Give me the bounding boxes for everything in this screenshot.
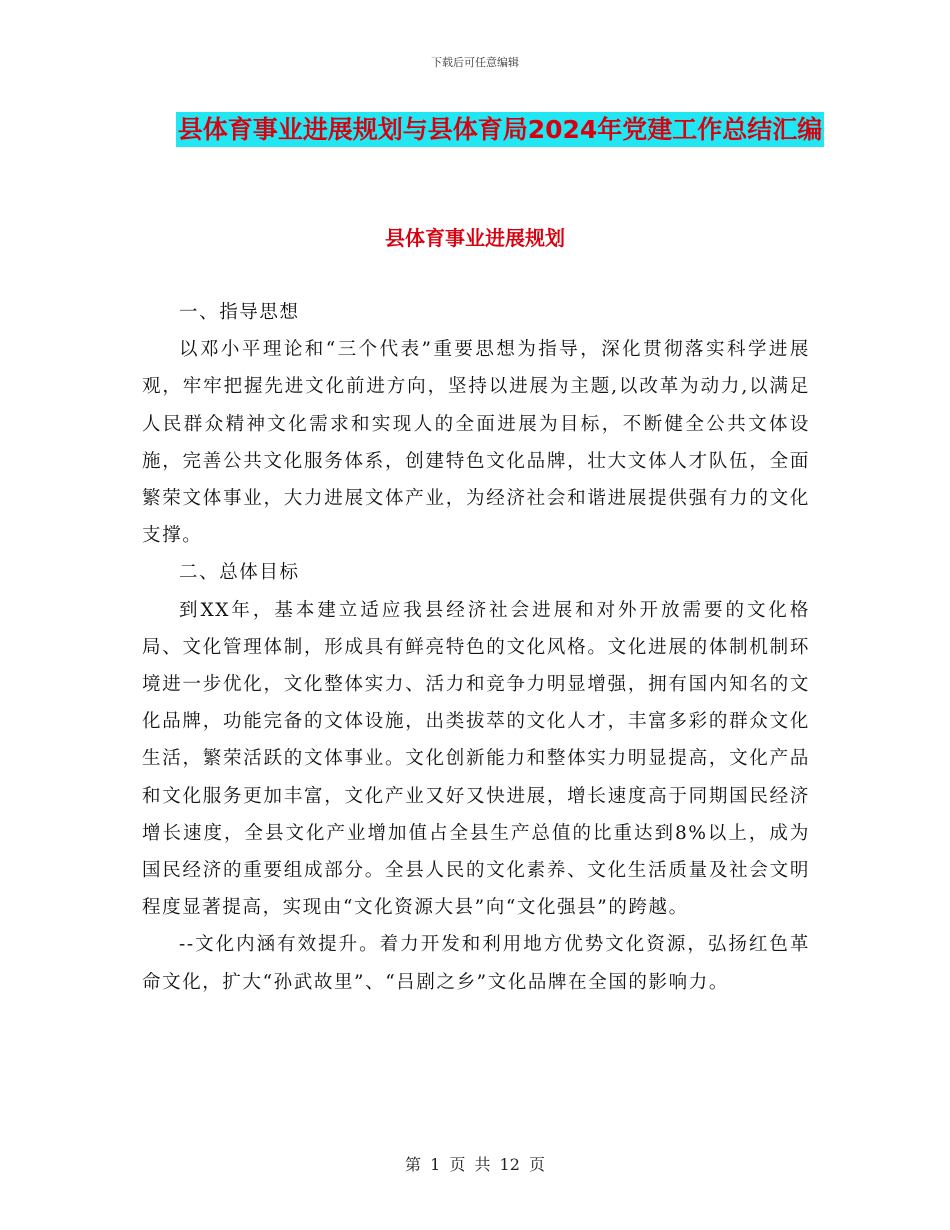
page-footer: 第 1 页 共 12 页 — [405, 1155, 545, 1174]
document-body — [142, 294, 810, 1001]
document-title-text: 县体育事业进展规划与县体育局2024年党建工作总结汇编 — [176, 112, 825, 147]
section-title: 县体育事业进展规划 — [385, 226, 565, 250]
heading-overall-goal: 二、总体目标 — [179, 562, 300, 584]
paragraph-guiding-thought: 以邓小平理论和“三个代表”重要思想为指导，深化贯彻落实科学进展观，牢牢把握先进文化前进方向，坚持以进展为主题,以改革为动力,以满足人民群众精神文化需求和实现人的全面进展为目标，不断健全公共文体设施，完善公共文化服务体系，创建特色文化品牌，壮大文体人才队伍，全面繁荣文体事业，大力进展文体产业，为经济社会和谐进展提供强有力的文化支撑。 — [142, 339, 810, 547]
paragraph-cultural-connotation: --文化内涵有效提升。着力开发和利用地方优势文化资源，弘扬红色革命文化，扩大“孙武故里”、“吕剧之乡”文化品牌在全国的影响力。 — [142, 934, 810, 993]
header-note: 下载后可任意编辑 — [431, 56, 519, 69]
document-title — [150, 106, 850, 154]
heading-guiding-thought: 一、指导思想 — [179, 302, 300, 323]
paragraph-overall-goal: 到XX年，基本建立适应我县经济社会进展和对外开放需要的文化格局、文化管理体制，形成具有鲜亮特色的文化风格。文化进展的体制机制环境进一步优化，文化整体实力、活力和竞争力明显增强，拥有国内知名的文化品牌，功能完备的文体设施，出类拔萃的文化人才，丰富多彩的群众文化生活，繁荣活跃的文体事业。文化创新能力和整体实力明显提高，文化产品和文化服务更加丰富，文化产业又好又快进展，增长速度高于同期国民经济增长速度，全县文化产业增加值占全县生产总值的比重达到8%以上，成为国民经济的重要组成部分。全县人民的文化素养、文化生活质量及社会文明程度显著提高，实现由“文化资源大县”向“文化强县”的跨越。 — [142, 599, 810, 919]
